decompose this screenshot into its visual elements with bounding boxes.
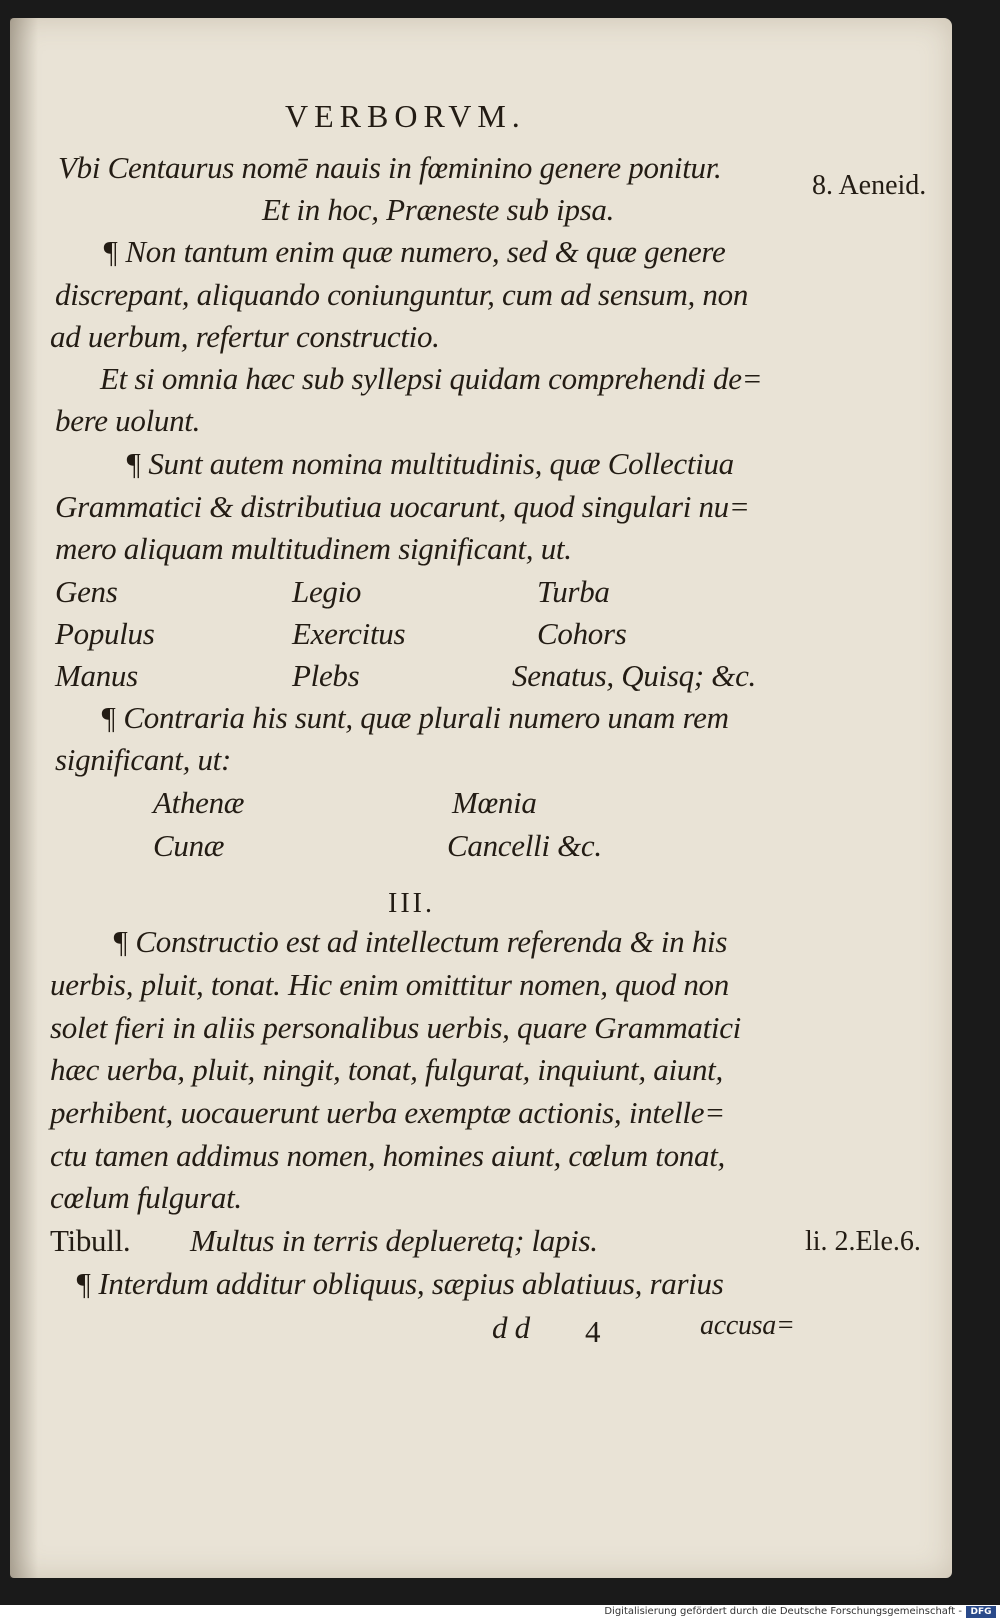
text-line: bere uolunt. (55, 403, 201, 438)
table-cell: Mœnia (452, 785, 537, 820)
table-cell: Exercitus (292, 616, 406, 651)
table-cell: Cohors (537, 616, 627, 651)
text-line: Vbi Centaurus nomē nauis in fœminino genere ponitur. (58, 150, 722, 185)
table-cell: Plebs (292, 658, 360, 693)
text-line: Et in hoc, Præneste sub ipsa. (262, 192, 615, 227)
text-line: ¶ Non tantum enim quæ numero, sed & quæ genere (102, 234, 726, 269)
quote-author: Tibull. (50, 1223, 131, 1258)
text-line: uerbis, pluit, tonat. Hic enim omittitur nomen, quod non (50, 967, 729, 1002)
margin-note-aeneid: 8. Aeneid. (812, 170, 927, 201)
text-line: ¶ Contraria his sunt, quæ plurali numero unam rem (100, 700, 729, 735)
signature-number: 4 (585, 1314, 601, 1349)
section-number: III. (388, 888, 435, 919)
text-line: ad uerbum, refertur constructio. (50, 319, 440, 354)
text-line: ctu tamen addimus nomen, homines aiunt, cœlum tonat, (50, 1138, 725, 1173)
digitization-credit: Digitalisierung gefördert durch die Deutsche Forschungsgemeinschaft - (604, 1606, 962, 1617)
running-header: VERBORVM. (285, 98, 526, 134)
signature-mark: d d (492, 1310, 530, 1345)
text-line: discrepant, aliquando coniunguntur, cum ad sensum, non (55, 277, 749, 312)
text-line: ¶ Sunt autem nomina multitudinis, quæ Collectiua (125, 446, 734, 481)
dfg-logo: DFG (966, 1606, 996, 1618)
table-cell: Populus (55, 616, 155, 651)
gutter-shadow (10, 18, 38, 1578)
text-line: ¶ Constructio est ad intellectum referenda & in his (112, 924, 728, 959)
margin-note-elegy: li. 2.Ele.6. (805, 1226, 921, 1257)
text-line: solet fieri in aliis personalibus uerbis, quare Grammatici (50, 1010, 741, 1045)
text-line: ¶ Interdum additur obliquus, sæpius ablatiuus, rarius (75, 1266, 724, 1301)
table-cell: Gens (55, 574, 118, 609)
text-line: mero aliquam multitudinem significant, ut. (55, 531, 572, 566)
text-line: significant, ut: (55, 742, 232, 777)
table-cell: Cancelli &c. (447, 828, 602, 863)
table-cell: Athenæ (153, 785, 245, 820)
text-line: perhibent, uocauerunt uerba exemptæ actionis, intelle= (50, 1095, 725, 1130)
text-line: cœlum fulgurat. (50, 1180, 242, 1215)
catchword: accusa= (700, 1310, 795, 1341)
text-line: Et si omnia hæc sub syllepsi quidam comprehendi de= (100, 361, 763, 396)
text-line: Grammatici & distributiua uocarunt, quod singulari nu= (55, 489, 750, 524)
table-cell: Cunæ (153, 828, 225, 863)
table-cell: Turba (537, 574, 610, 609)
quote-text: Multus in terris deplueretq; lapis. (190, 1223, 598, 1258)
table-cell: Manus (55, 658, 138, 693)
table-cell: Legio (292, 574, 362, 609)
table-cell: Senatus, Quisq; &c. (512, 658, 756, 693)
text-line: hæc uerba, pluit, ningit, tonat, fulgurat, inquiunt, aiunt, (50, 1052, 723, 1087)
